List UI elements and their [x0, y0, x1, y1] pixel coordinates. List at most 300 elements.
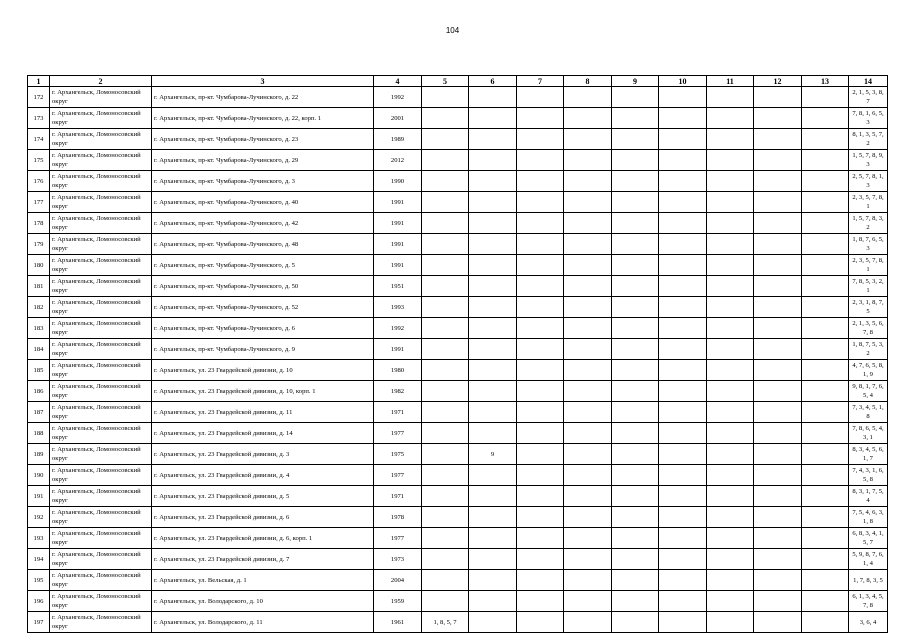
locality-cell: г. Архангельск, Ломоносовский округ [50, 612, 152, 633]
locality-cell: г. Архангельск, Ломоносовский округ [50, 549, 152, 570]
sequence-cell: 2, 3, 5, 7, 8, 1 [849, 255, 888, 276]
year-cell: 1991 [374, 255, 422, 276]
column-7-cell [517, 150, 564, 171]
address-cell: г. Архангельск, ул. Володарского, д. 10 [152, 591, 374, 612]
column-13-cell [802, 507, 849, 528]
column-8-cell [564, 108, 612, 129]
column-header-1: 1 [28, 76, 50, 87]
column-10-cell [659, 444, 707, 465]
column-8-cell [564, 255, 612, 276]
column-7-cell [517, 465, 564, 486]
column-5-cell [422, 108, 469, 129]
column-10-cell [659, 465, 707, 486]
column-13-cell [802, 444, 849, 465]
column-12-cell [754, 402, 802, 423]
column-13-cell [802, 549, 849, 570]
year-cell: 1993 [374, 297, 422, 318]
column-6-cell [469, 528, 517, 549]
column-6-cell [469, 87, 517, 108]
column-8-cell [564, 129, 612, 150]
year-cell: 1991 [374, 192, 422, 213]
column-5-cell [422, 150, 469, 171]
address-cell: г. Архангельск, пр-кт. Чумбарова-Лучинского, д. 29 [152, 150, 374, 171]
row-number-cell: 181 [28, 276, 50, 297]
column-9-cell [612, 339, 659, 360]
table-row [28, 444, 888, 465]
column-9-cell [612, 549, 659, 570]
column-7-cell [517, 570, 564, 591]
column-13-cell [802, 339, 849, 360]
year-cell: 1973 [374, 549, 422, 570]
column-13-cell [802, 465, 849, 486]
column-6-cell [469, 360, 517, 381]
column-7-cell [517, 444, 564, 465]
column-12-cell [754, 381, 802, 402]
row-number-cell: 182 [28, 297, 50, 318]
column-11-cell [707, 528, 754, 549]
column-9-cell [612, 213, 659, 234]
address-cell: г. Архангельск, ул. 23 Гвардейской дивизии, д. 4 [152, 465, 374, 486]
column-13-cell [802, 171, 849, 192]
column-5-cell [422, 444, 469, 465]
sequence-cell: 6, 1, 3, 4, 5, 7, 8 [849, 591, 888, 612]
column-5-cell [422, 255, 469, 276]
sequence-cell: 9, 8, 1, 7, 6, 5, 4 [849, 381, 888, 402]
column-8-cell [564, 612, 612, 633]
column-11-cell [707, 150, 754, 171]
row-number-cell: 183 [28, 318, 50, 339]
column-10-cell [659, 255, 707, 276]
column-9-cell [612, 129, 659, 150]
column-7-cell [517, 318, 564, 339]
column-6-cell [469, 549, 517, 570]
locality-cell: г. Архангельск, Ломоносовский округ [50, 486, 152, 507]
row-number-cell: 187 [28, 402, 50, 423]
column-12-cell [754, 87, 802, 108]
sequence-cell: 1, 8, 7, 6, 5, 3 [849, 234, 888, 255]
address-cell: г. Архангельск, пр-кт. Чумбарова-Лучинского, д. 5 [152, 255, 374, 276]
locality-cell: г. Архангельск, Ломоносовский округ [50, 213, 152, 234]
column-5-cell [422, 507, 469, 528]
year-cell: 1961 [374, 612, 422, 633]
column-12-cell [754, 318, 802, 339]
row-number-cell: 193 [28, 528, 50, 549]
row-number-cell: 174 [28, 129, 50, 150]
column-9-cell [612, 381, 659, 402]
sequence-cell: 7, 8, 1, 6, 5, 3 [849, 108, 888, 129]
sequence-cell: 5, 9, 8, 7, 6, 1, 4 [849, 549, 888, 570]
row-number-cell: 196 [28, 591, 50, 612]
row-number-cell: 180 [28, 255, 50, 276]
column-10-cell [659, 192, 707, 213]
column-8-cell [564, 297, 612, 318]
column-12-cell [754, 486, 802, 507]
year-cell: 1959 [374, 591, 422, 612]
column-5-cell [422, 297, 469, 318]
page-number: 104 [445, 26, 460, 35]
address-cell: г. Архангельск, пр-кт. Чумбарова-Лучинского, д. 3 [152, 171, 374, 192]
column-13-cell [802, 150, 849, 171]
column-8-cell [564, 339, 612, 360]
address-cell: г. Архангельск, ул. 23 Гвардейской дивизии, д. 7 [152, 549, 374, 570]
column-5-cell [422, 423, 469, 444]
address-cell: г. Архангельск, пр-кт. Чумбарова-Лучинского, д. 48 [152, 234, 374, 255]
column-12-cell [754, 150, 802, 171]
address-cell: г. Архангельск, пр-кт. Чумбарова-Лучинского, д. 50 [152, 276, 374, 297]
column-8-cell [564, 192, 612, 213]
column-8-cell [564, 507, 612, 528]
column-11-cell [707, 339, 754, 360]
table-row [28, 465, 888, 486]
table-row [28, 213, 888, 234]
table-row [28, 507, 888, 528]
column-7-cell [517, 360, 564, 381]
column-9-cell [612, 528, 659, 549]
row-number-cell: 195 [28, 570, 50, 591]
year-cell: 1982 [374, 381, 422, 402]
column-8-cell [564, 234, 612, 255]
address-cell: г. Архангельск, ул. Володарского, д. 11 [152, 612, 374, 633]
column-7-cell [517, 549, 564, 570]
locality-cell: г. Архангельск, Ломоносовский округ [50, 108, 152, 129]
year-cell: 1977 [374, 423, 422, 444]
column-5-cell [422, 591, 469, 612]
address-cell: г. Архангельск, пр-кт. Чумбарова-Лучинского, д. 52 [152, 297, 374, 318]
locality-cell: г. Архангельск, Ломоносовский округ [50, 255, 152, 276]
column-header-11: 11 [707, 76, 754, 87]
table-row [28, 528, 888, 549]
table-row [28, 570, 888, 591]
column-13-cell [802, 423, 849, 444]
locality-cell: г. Архангельск, Ломоносовский округ [50, 192, 152, 213]
column-10-cell [659, 87, 707, 108]
column-6-cell [469, 129, 517, 150]
column-6-cell [469, 507, 517, 528]
column-10-cell [659, 318, 707, 339]
column-6-cell [469, 423, 517, 444]
column-header-4: 4 [374, 76, 422, 87]
column-9-cell [612, 276, 659, 297]
column-header-7: 7 [517, 76, 564, 87]
column-10-cell [659, 360, 707, 381]
sequence-cell: 8, 1, 3, 5, 7, 2 [849, 129, 888, 150]
column-9-cell [612, 465, 659, 486]
column-11-cell [707, 507, 754, 528]
column-11-cell [707, 255, 754, 276]
column-5-cell [422, 87, 469, 108]
column-11-cell [707, 129, 754, 150]
column-13-cell [802, 486, 849, 507]
column-7-cell [517, 171, 564, 192]
table-row [28, 108, 888, 129]
column-13-cell [802, 192, 849, 213]
column-12-cell [754, 444, 802, 465]
column-5-cell [422, 528, 469, 549]
column-13-cell [802, 612, 849, 633]
column-9-cell [612, 507, 659, 528]
column-6-cell [469, 486, 517, 507]
column-header-6: 6 [469, 76, 517, 87]
column-7-cell [517, 87, 564, 108]
table-row [28, 192, 888, 213]
column-5-cell [422, 549, 469, 570]
column-13-cell [802, 402, 849, 423]
table-row [28, 360, 888, 381]
column-8-cell [564, 150, 612, 171]
column-13-cell [802, 108, 849, 129]
year-cell: 1951 [374, 276, 422, 297]
column-5-cell [422, 213, 469, 234]
column-11-cell [707, 570, 754, 591]
column-5-cell [422, 465, 469, 486]
column-11-cell [707, 612, 754, 633]
year-cell: 1977 [374, 528, 422, 549]
column-5-cell [422, 381, 469, 402]
column-7-cell [517, 339, 564, 360]
sequence-cell: 8, 3, 1, 7, 5, 4 [849, 486, 888, 507]
sequence-cell: 2, 3, 5, 7, 8, 1 [849, 192, 888, 213]
sequence-cell: 8, 3, 4, 5, 6, 1, 7 [849, 444, 888, 465]
column-5-cell: 1, 8, 5, 7 [422, 612, 469, 633]
column-8-cell [564, 528, 612, 549]
address-cell: г. Архангельск, пр-кт. Чумбарова-Лучинского, д. 40 [152, 192, 374, 213]
locality-cell: г. Архангельск, Ломоносовский округ [50, 528, 152, 549]
locality-cell: г. Архангельск, Ломоносовский округ [50, 402, 152, 423]
column-5-cell [422, 339, 469, 360]
year-cell: 1978 [374, 507, 422, 528]
column-header-12: 12 [754, 76, 802, 87]
locality-cell: г. Архангельск, Ломоносовский округ [50, 150, 152, 171]
sequence-cell: 6, 8, 3, 4, 1, 5, 7 [849, 528, 888, 549]
column-10-cell [659, 171, 707, 192]
column-5-cell [422, 570, 469, 591]
column-9-cell [612, 87, 659, 108]
address-cell: г. Архангельск, пр-кт. Чумбарова-Лучинского, д. 22 [152, 87, 374, 108]
register-table [27, 75, 888, 633]
column-11-cell [707, 381, 754, 402]
address-cell: г. Архангельск, пр-кт. Чумбарова-Лучинского, д. 23 [152, 129, 374, 150]
table-row [28, 171, 888, 192]
table-row [28, 339, 888, 360]
row-number-cell: 173 [28, 108, 50, 129]
locality-cell: г. Архангельск, Ломоносовский округ [50, 297, 152, 318]
locality-cell: г. Архангельск, Ломоносовский округ [50, 465, 152, 486]
column-7-cell [517, 486, 564, 507]
year-cell: 1971 [374, 402, 422, 423]
column-9-cell [612, 192, 659, 213]
locality-cell: г. Архангельск, Ломоносовский округ [50, 318, 152, 339]
year-cell: 1971 [374, 486, 422, 507]
column-8-cell [564, 402, 612, 423]
sequence-cell: 2, 5, 7, 8, 1, 3 [849, 171, 888, 192]
column-13-cell [802, 318, 849, 339]
column-6-cell [469, 234, 517, 255]
column-11-cell [707, 423, 754, 444]
column-13-cell [802, 87, 849, 108]
sequence-cell: 1, 5, 7, 8, 9, 3 [849, 150, 888, 171]
column-12-cell [754, 570, 802, 591]
column-11-cell [707, 318, 754, 339]
row-number-cell: 192 [28, 507, 50, 528]
column-9-cell [612, 444, 659, 465]
column-8-cell [564, 276, 612, 297]
column-10-cell [659, 612, 707, 633]
column-7-cell [517, 297, 564, 318]
column-10-cell [659, 297, 707, 318]
column-13-cell [802, 297, 849, 318]
column-6-cell [469, 381, 517, 402]
column-13-cell [802, 255, 849, 276]
column-12-cell [754, 297, 802, 318]
address-cell: г. Архангельск, ул. Вельская, д. 1 [152, 570, 374, 591]
column-9-cell [612, 570, 659, 591]
column-12-cell [754, 213, 802, 234]
column-12-cell [754, 108, 802, 129]
address-cell: г. Архангельск, ул. 23 Гвардейской дивизии, д. 3 [152, 444, 374, 465]
address-cell: г. Архангельск, пр-кт. Чумбарова-Лучинского, д. 42 [152, 213, 374, 234]
sequence-cell: 7, 3, 4, 5, 1, 8 [849, 402, 888, 423]
row-number-cell: 190 [28, 465, 50, 486]
column-10-cell [659, 129, 707, 150]
table-row [28, 87, 888, 108]
column-5-cell [422, 318, 469, 339]
table-body [28, 87, 888, 633]
column-10-cell [659, 150, 707, 171]
row-number-cell: 177 [28, 192, 50, 213]
column-header-14: 14 [849, 76, 888, 87]
column-12-cell [754, 423, 802, 444]
sequence-cell: 4, 7, 6, 5, 8, 1, 9 [849, 360, 888, 381]
year-cell: 2012 [374, 150, 422, 171]
row-number-cell: 179 [28, 234, 50, 255]
sequence-cell: 1, 8, 7, 5, 3, 2 [849, 339, 888, 360]
address-cell: г. Архангельск, ул. 23 Гвардейской дивизии, д. 10, корп. 1 [152, 381, 374, 402]
column-8-cell [564, 465, 612, 486]
row-number-cell: 189 [28, 444, 50, 465]
table-row [28, 402, 888, 423]
column-6-cell [469, 171, 517, 192]
year-cell: 2001 [374, 108, 422, 129]
column-10-cell [659, 423, 707, 444]
column-10-cell [659, 402, 707, 423]
column-8-cell [564, 570, 612, 591]
address-cell: г. Архангельск, пр-кт. Чумбарова-Лучинского, д. 6 [152, 318, 374, 339]
column-5-cell [422, 360, 469, 381]
locality-cell: г. Архангельск, Ломоносовский округ [50, 129, 152, 150]
column-12-cell [754, 591, 802, 612]
column-9-cell [612, 171, 659, 192]
table-row [28, 423, 888, 444]
column-10-cell [659, 549, 707, 570]
column-12-cell [754, 612, 802, 633]
column-9-cell [612, 297, 659, 318]
column-6-cell [469, 150, 517, 171]
locality-cell: г. Архангельск, Ломоносовский округ [50, 444, 152, 465]
row-number-cell: 191 [28, 486, 50, 507]
address-cell: г. Архангельск, ул. 23 Гвардейской дивизии, д. 10 [152, 360, 374, 381]
address-cell: г. Архангельск, ул. 23 Гвардейской дивизии, д. 6 [152, 507, 374, 528]
column-13-cell [802, 591, 849, 612]
column-7-cell [517, 129, 564, 150]
address-cell: г. Архангельск, пр-кт. Чумбарова-Лучинского, д. 9 [152, 339, 374, 360]
column-7-cell [517, 234, 564, 255]
column-13-cell [802, 381, 849, 402]
column-11-cell [707, 465, 754, 486]
address-cell: г. Архангельск, ул. 23 Гвардейской дивизии, д. 11 [152, 402, 374, 423]
sequence-cell: 3, 6, 4 [849, 612, 888, 633]
column-8-cell [564, 486, 612, 507]
column-9-cell [612, 108, 659, 129]
column-header-3: 3 [152, 76, 374, 87]
table-row [28, 297, 888, 318]
year-cell: 2004 [374, 570, 422, 591]
locality-cell: г. Архангельск, Ломоносовский округ [50, 360, 152, 381]
address-cell: г. Архангельск, ул. 23 Гвардейской дивизии, д. 5 [152, 486, 374, 507]
column-5-cell [422, 486, 469, 507]
table-row [28, 591, 888, 612]
column-12-cell [754, 255, 802, 276]
column-13-cell [802, 213, 849, 234]
row-number-cell: 184 [28, 339, 50, 360]
column-9-cell [612, 360, 659, 381]
table-row [28, 318, 888, 339]
column-8-cell [564, 171, 612, 192]
column-9-cell [612, 612, 659, 633]
column-12-cell [754, 129, 802, 150]
locality-cell: г. Архангельск, Ломоносовский округ [50, 591, 152, 612]
column-10-cell [659, 486, 707, 507]
column-6-cell [469, 255, 517, 276]
column-11-cell [707, 276, 754, 297]
table-row [28, 486, 888, 507]
year-cell: 1991 [374, 339, 422, 360]
column-8-cell [564, 423, 612, 444]
column-5-cell [422, 192, 469, 213]
address-cell: г. Архангельск, пр-кт. Чумбарова-Лучинского, д. 22, корп. 1 [152, 108, 374, 129]
column-6-cell [469, 318, 517, 339]
column-12-cell [754, 339, 802, 360]
column-9-cell [612, 402, 659, 423]
table-row [28, 150, 888, 171]
column-11-cell [707, 360, 754, 381]
column-10-cell [659, 108, 707, 129]
column-6-cell [469, 192, 517, 213]
column-5-cell [422, 171, 469, 192]
column-8-cell [564, 549, 612, 570]
column-7-cell [517, 402, 564, 423]
column-7-cell [517, 381, 564, 402]
column-10-cell [659, 570, 707, 591]
column-10-cell [659, 213, 707, 234]
column-9-cell [612, 486, 659, 507]
year-cell: 1977 [374, 465, 422, 486]
column-11-cell [707, 549, 754, 570]
row-number-cell: 176 [28, 171, 50, 192]
row-number-cell: 194 [28, 549, 50, 570]
sequence-cell: 7, 5, 4, 6, 3, 1, 8 [849, 507, 888, 528]
row-number-cell: 188 [28, 423, 50, 444]
column-12-cell [754, 549, 802, 570]
column-9-cell [612, 255, 659, 276]
row-number-cell: 197 [28, 612, 50, 633]
locality-cell: г. Архангельск, Ломоносовский округ [50, 423, 152, 444]
column-7-cell [517, 507, 564, 528]
header-row [28, 76, 888, 87]
column-9-cell [612, 423, 659, 444]
address-cell: г. Архангельск, ул. 23 Гвардейской дивизии, д. 6, корп. 1 [152, 528, 374, 549]
column-6-cell [469, 612, 517, 633]
column-13-cell [802, 570, 849, 591]
